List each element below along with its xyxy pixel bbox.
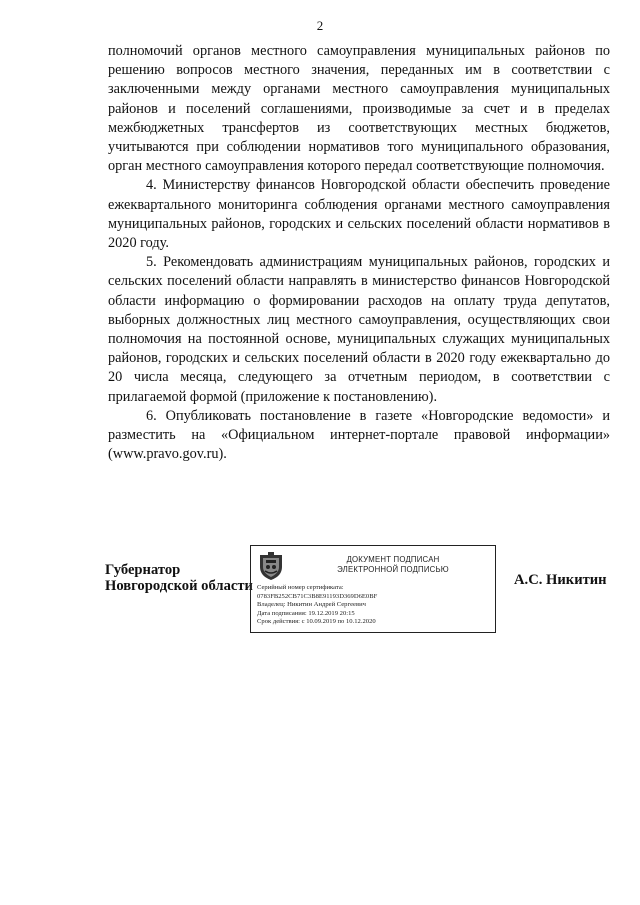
stamp-title-line-1: ДОКУМЕНТ ПОДПИСАН xyxy=(346,555,440,564)
certificate-validity: Срок действия: с 10.09.2019 по 10.12.2020 xyxy=(257,618,376,626)
document-body xyxy=(108,42,610,464)
certificate-serial-label: Серийный номер сертификата: xyxy=(257,584,344,591)
signatory-position xyxy=(105,562,253,594)
page-number: 2 xyxy=(316,18,324,33)
position-line-1: Губернатор xyxy=(105,562,181,578)
signing-date: Дата подписания: 19.12.2019 20:15 xyxy=(257,609,355,617)
signatory-name: А.С. Никитин xyxy=(514,572,607,588)
electronic-signature-stamp xyxy=(250,545,496,633)
position-line-2: Новгородской области xyxy=(105,578,253,594)
novgorod-coat-of-arms-icon xyxy=(257,551,285,581)
paragraph-5: 5. Рекомендовать администрациям муниципальных районов, городских и сельских поселений области направлять в министерство финансов Новгородской области информацию о формировании расходов на оплату труда депутатов, выборных должностных лиц местного самоуправления, осуществляющих свои полномочия на постоянной основе, муниципальных служащих муниципальных районов, городских и сельских поселений области в 2020 году ежеквартально до 20 числа месяца, следующего за отчетным периодом, в соответствии с прилагаемой формой (приложение к постановлению). xyxy=(108,254,610,405)
stamp-title-line-2: ЭЛЕКТРОННОЙ ПОДПИСЬЮ xyxy=(337,565,449,574)
paragraph-6: 6. Опубликовать постановление в газете «Новгородские ведомости» и разместить на «Официальном интернет-портале правовой информации» (www.pravo.gov.ru). xyxy=(108,407,610,463)
paragraph-continuation: полномочий органов местного самоуправления муниципальных районов по решению вопросов местного значения, переданных им в соответствии с заключенными между органами местного самоуправления муниципальных районов и поселений соглашениями, производимые за счет и в пределах межбюджетных трансфертов из соответствующих местных бюджетов, учитываются при соблюдении нормативов того муниципального образования, орган местного самоуправления которого передал соответствующие полномочия. xyxy=(108,43,610,175)
paragraph-4: 4. Министерству финансов Новгородской области обеспечить проведение ежеквартального мониторинга соблюдения органами местного самоуправления муниципальных районов, городских и сельских поселений области нормативов в 2020 году. xyxy=(108,177,610,252)
certificate-details xyxy=(257,584,377,627)
certificate-owner: Владелец: Никитин Андрей Сергеевич xyxy=(257,601,366,609)
certificate-serial-value: 0783FB252CB71C3B8E91193D369D6E0BF xyxy=(257,592,378,600)
